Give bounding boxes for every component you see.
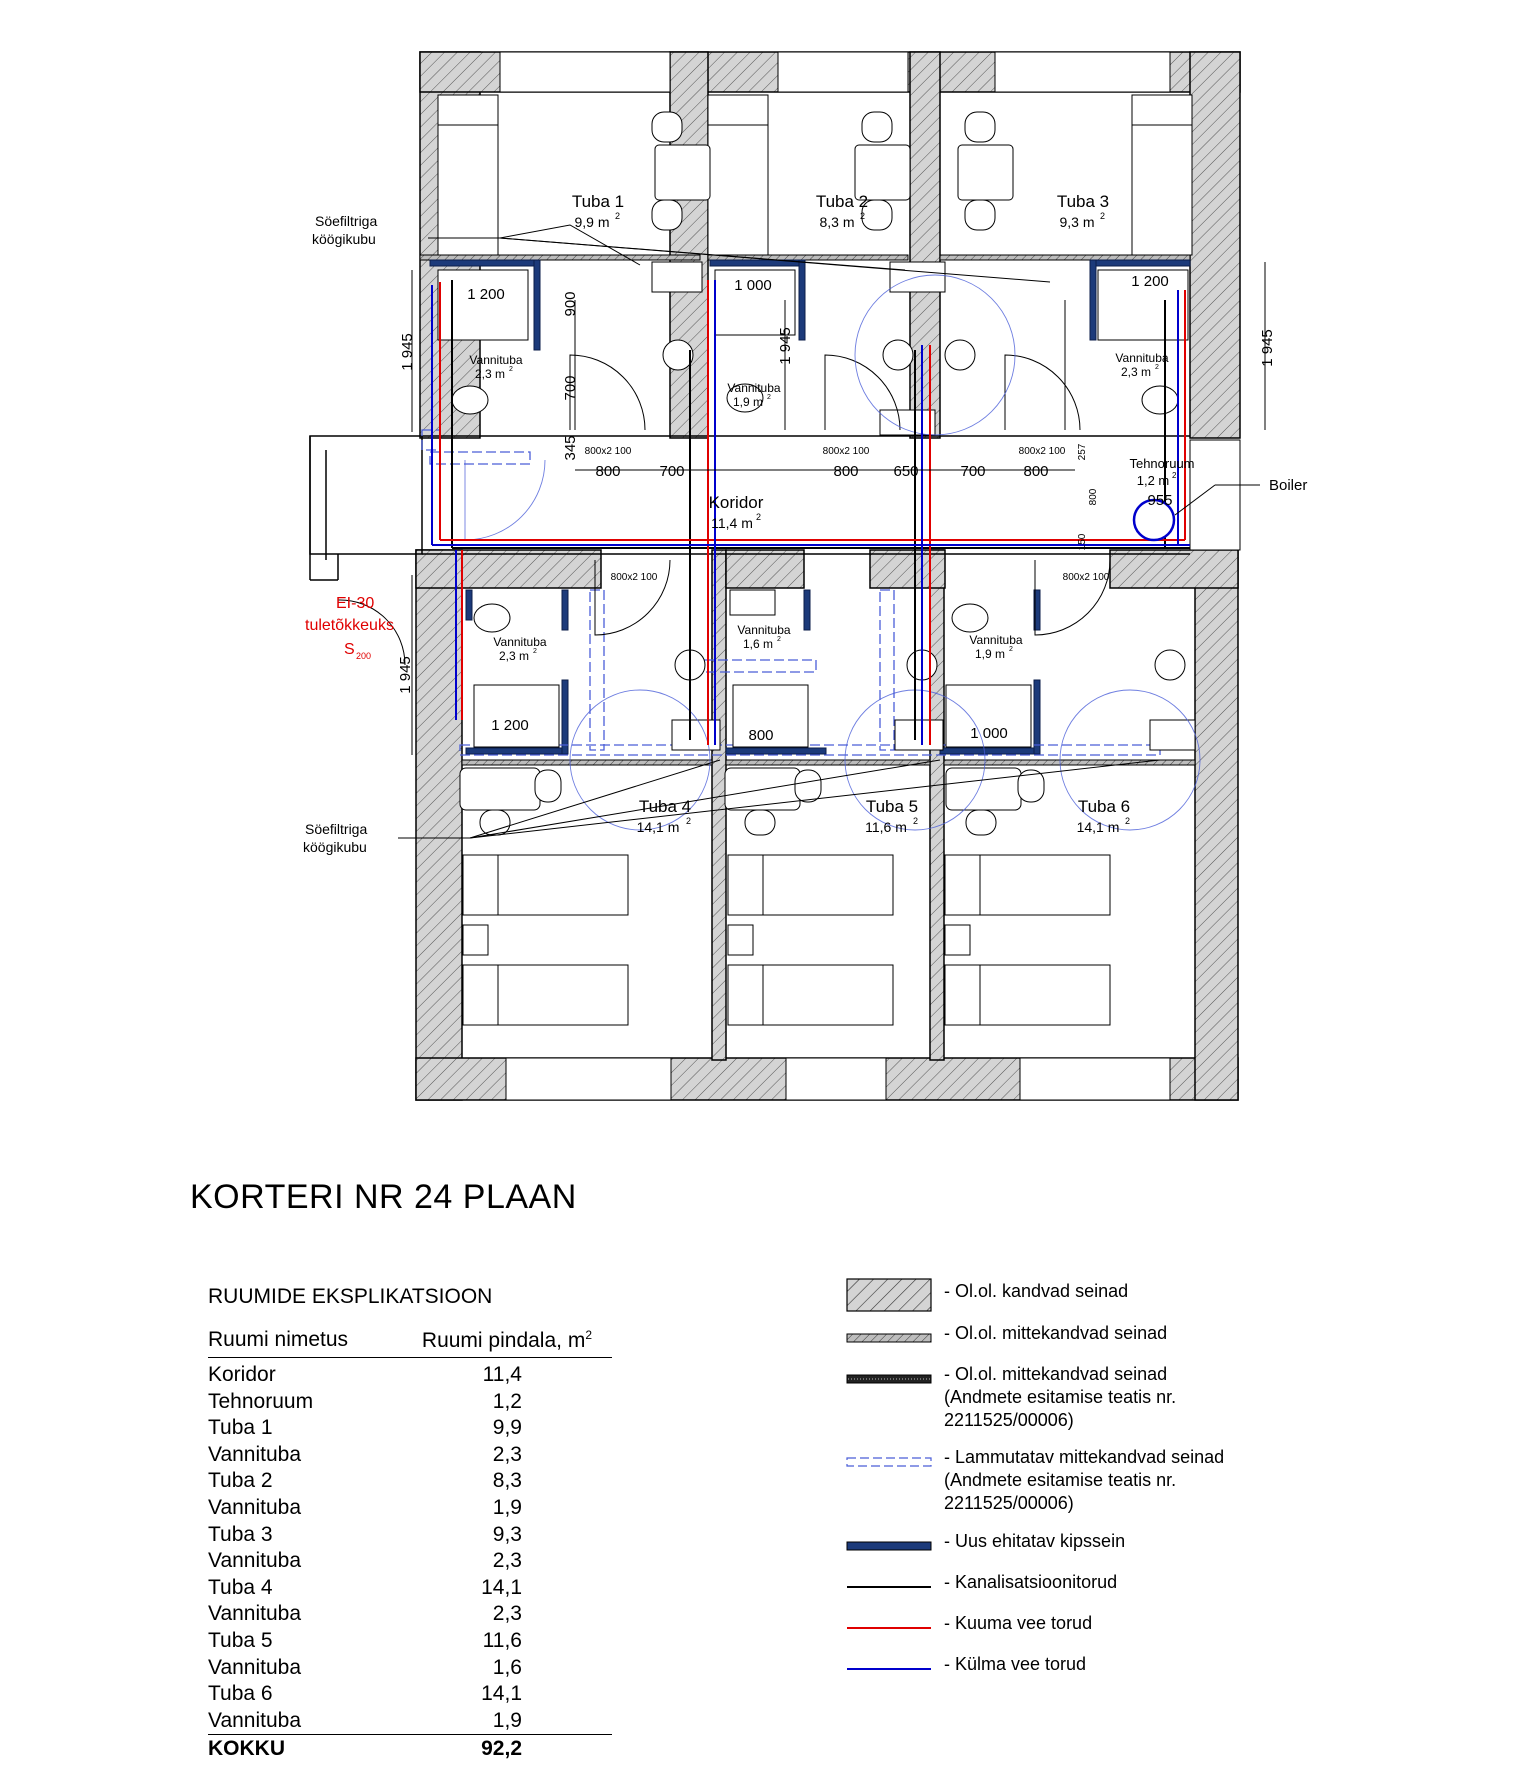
table-row (208, 1468, 612, 1495)
room-tuba1-area: 9,9 m (574, 214, 610, 230)
room-vannituba4-area: 2,3 m (498, 649, 530, 663)
room-tuba4-name: Tuba 4 (638, 797, 692, 816)
row-room-name: Tuba 1 (208, 1416, 273, 1440)
kitchen-hood-bottom-line1: Söefiltriga (305, 821, 368, 837)
dim-800-c: 800 (833, 463, 859, 480)
dim-900-a: 900 (562, 291, 579, 317)
table-row (208, 1681, 612, 1708)
table-row (208, 1415, 612, 1442)
legend-label: - Uus ehitatav kipssein (944, 1531, 1126, 1551)
room-labels (469, 192, 1194, 835)
room-tuba3-area: 9,3 m (1059, 214, 1095, 230)
dim-650: 650 (893, 463, 919, 480)
door-size-1: 800x2 100 (584, 446, 632, 457)
row-room-name: Tehnoruum (208, 1389, 314, 1413)
legend-symbol-dark-blue (846, 1536, 932, 1557)
table-row (208, 1628, 612, 1655)
hot-water-pipes (440, 280, 1185, 745)
legend-label: - Ol.ol. kandvad seinad (944, 1281, 1129, 1301)
legend-symbol-line-blue (846, 1659, 932, 1680)
row-room-name: Vannituba (208, 1602, 302, 1626)
table-row (208, 1442, 612, 1469)
total-area: 92,2 (481, 1737, 522, 1761)
legend-symbol-dashed-blue (846, 1452, 932, 1473)
row-room-name: Tuba 2 (208, 1469, 273, 1493)
fire-door-line2: tuletõkkeuks (305, 617, 394, 634)
dim-955: 955 (1147, 492, 1173, 509)
legend-label: - Ol.ol. mittekandvad seinad (944, 1323, 1168, 1343)
row-room-area: 1,6 (492, 1655, 522, 1679)
boiler-label: Boiler (1269, 477, 1308, 494)
legend-label: - Kanalisatsioonitorud (944, 1572, 1118, 1592)
room-vannituba6-sup: 2 (1009, 646, 1013, 653)
row-room-name: Vannituba (208, 1549, 302, 1573)
room-tuba1-sup: 2 (615, 211, 621, 221)
row-room-area: 8,3 (492, 1469, 522, 1493)
room-tuba5-sup: 2 (913, 816, 919, 826)
dim-257: 257 (1077, 443, 1088, 461)
row-room-area: 1,9 (492, 1708, 522, 1732)
room-tuba2-area: 8,3 m (819, 214, 855, 230)
room-tehnoruum-sup: 2 (1172, 471, 1177, 480)
explication-col-area (422, 1328, 612, 1353)
dim-1945-a: 1 945 (399, 333, 416, 371)
table-row (208, 1522, 612, 1549)
row-room-name: Tuba 5 (208, 1628, 273, 1652)
legend-label: - Ol.ol. mittekandvad seinad (Andmete esitamise teatis nr. 2211525/00006) (944, 1364, 1177, 1430)
table-row (208, 1362, 612, 1389)
explication-table (208, 1328, 612, 1761)
explication-col-area-text: Ruumi pindala, m (421, 1329, 586, 1352)
room-vannituba6-name: Vannituba (969, 633, 1023, 647)
room-vannituba5-area: 1,6 m (742, 637, 774, 651)
room-vannituba5-name: Vannituba (737, 623, 791, 637)
kitchen-hood-bottom-line2: köögikubu (303, 839, 367, 855)
dim-800-v: 800 (1088, 488, 1099, 506)
room-tuba1-name: Tuba 1 (571, 192, 625, 211)
room-tehnoruum-name: Tehnoruum (1129, 456, 1195, 471)
table-row (208, 1548, 612, 1575)
table-row (208, 1389, 612, 1416)
row-room-name: Koridor (208, 1363, 276, 1386)
row-room-name: Tuba 4 (208, 1575, 273, 1599)
table-row (208, 1655, 612, 1682)
table-row (208, 1495, 612, 1522)
dim-1200-b: 1 200 (1131, 273, 1169, 290)
door-size-2: 800x2 100 (822, 446, 870, 457)
room-tuba5-name: Tuba 5 (865, 797, 919, 816)
dim-1000-b: 1 000 (970, 725, 1008, 742)
dim-1000-a: 1 000 (734, 277, 772, 294)
legend-symbol-hatch-thick (846, 1278, 932, 1317)
room-tuba4-sup: 2 (686, 816, 692, 826)
cold-water-pipes (432, 280, 1190, 745)
dim-1945-b: 1 945 (777, 327, 794, 365)
total-label: KOKKU (208, 1737, 285, 1761)
legend-label: - Kuuma vee torud (944, 1613, 1093, 1633)
row-room-name: Tuba 6 (208, 1682, 273, 1706)
room-vannituba2-sup: 2 (767, 394, 771, 401)
row-room-name: Tuba 3 (208, 1522, 273, 1546)
dim-800-b: 800 (748, 727, 774, 744)
dim-1945-d: 1 945 (397, 656, 414, 694)
row-room-area: 2,3 (492, 1602, 522, 1626)
furniture-top (438, 95, 1192, 435)
room-koridor-area: 11,4 m (711, 515, 753, 531)
room-vannituba4-sup: 2 (533, 648, 537, 655)
room-tuba5-area: 11,6 m (865, 819, 907, 835)
row-room-area: 9,3 (492, 1522, 522, 1546)
room-tuba2-name: Tuba 2 (815, 192, 869, 211)
room-tuba6-area: 14,1 m (1076, 819, 1120, 835)
explication-title: RUUMIDE EKSPLIKATSIOON (208, 1285, 493, 1308)
room-vannituba1-area: 2,3 m (474, 367, 506, 381)
row-room-area: 9,9 (492, 1416, 522, 1440)
room-tuba3-name: Tuba 3 (1056, 192, 1110, 211)
room-tehnoruum-area: 1,2 m (1136, 473, 1170, 488)
dim-1200-a: 1 200 (467, 286, 505, 303)
explication-header (208, 1328, 612, 1358)
room-vannituba2-area: 1,9 m (732, 395, 764, 409)
door-size-3: 800x2 100 (1018, 446, 1066, 457)
dim-1945-c: 1 945 (1259, 329, 1276, 367)
room-koridor-name: Koridor (708, 493, 764, 512)
room-vannituba1-sup: 2 (509, 366, 513, 373)
row-room-name: Vannituba (208, 1442, 302, 1466)
legend-symbol-line-red (846, 1618, 932, 1639)
row-room-area: 11,6 (482, 1628, 522, 1652)
fire-door-sub: 200 (356, 651, 372, 661)
row-room-area: 1,9 (492, 1495, 522, 1519)
table-row (208, 1601, 612, 1628)
legend-label: - Külma vee torud (944, 1654, 1087, 1674)
table-row (208, 1708, 612, 1735)
row-room-area: 1,2 (492, 1389, 522, 1413)
kitchen-hood-top-line2: köögikubu (312, 231, 376, 247)
legend-symbol-dotted-black (846, 1369, 932, 1390)
door-size-5: 800x2 100 (1062, 572, 1110, 583)
kitchen-hood-top-line1: Söefiltriga (315, 213, 378, 229)
new-gypsum-walls (430, 260, 1190, 754)
room-tuba2-sup: 2 (860, 211, 866, 221)
row-room-area: 2,3 (492, 1549, 522, 1573)
dim-1200-c: 1 200 (491, 717, 529, 734)
door-size-4: 800x2 100 (610, 572, 658, 583)
room-vannituba3-name: Vannituba (1115, 351, 1169, 365)
row-room-area: 2,3 (492, 1442, 522, 1466)
legend-symbol-line-black (846, 1577, 932, 1598)
room-vannituba3-area: 2,3 m (1120, 365, 1152, 379)
row-room-name: Vannituba (208, 1655, 302, 1679)
dim-700-b: 700 (659, 463, 685, 480)
dim-700-c: 700 (960, 463, 986, 480)
room-tuba6-sup: 2 (1125, 816, 1131, 826)
room-tuba4-area: 14,1 m (636, 819, 680, 835)
plan-title: KORTERI NR 24 PLAAN (190, 1178, 577, 1216)
fire-door-line1: EI-30 (336, 595, 375, 612)
explication-rows (208, 1358, 612, 1734)
room-vannituba4-name: Vannituba (493, 635, 547, 649)
row-room-name: Vannituba (208, 1495, 302, 1519)
legend-label: - Lammutatav mittekandvad seinad (Andmete esitamise teatis nr. 2211525/00006) (944, 1447, 1225, 1513)
dim-150: 150 (1077, 533, 1088, 551)
fire-door-line3: S (344, 641, 355, 658)
dim-800-d: 800 (1023, 463, 1049, 480)
row-room-area: 14,1 (481, 1682, 522, 1706)
table-row (208, 1575, 612, 1602)
explication-col-area-sup: 2 (585, 1328, 592, 1342)
explication-col-name: Ruumi nimetus (208, 1328, 349, 1351)
dim-700-a: 700 (562, 375, 579, 401)
room-tuba3-sup: 2 (1100, 211, 1106, 221)
row-room-name: Vannituba (208, 1708, 302, 1732)
explication-total (208, 1734, 612, 1761)
room-vannituba5-sup: 2 (777, 636, 781, 643)
room-tuba6-name: Tuba 6 (1077, 797, 1131, 816)
legend-symbol-hatch-thin (846, 1328, 932, 1349)
room-vannituba3-sup: 2 (1155, 364, 1159, 371)
room-koridor-sup: 2 (756, 512, 762, 522)
row-room-area: 11,4 (482, 1363, 522, 1386)
dim-345-a: 345 (562, 435, 579, 461)
sewer-pipes (452, 280, 1190, 740)
row-room-area: 14,1 (481, 1575, 522, 1599)
room-vannituba2-name: Vannituba (727, 381, 781, 395)
room-vannituba1-name: Vannituba (469, 353, 523, 367)
dim-800-a: 800 (595, 463, 621, 480)
room-vannituba6-area: 1,9 m (974, 647, 1006, 661)
